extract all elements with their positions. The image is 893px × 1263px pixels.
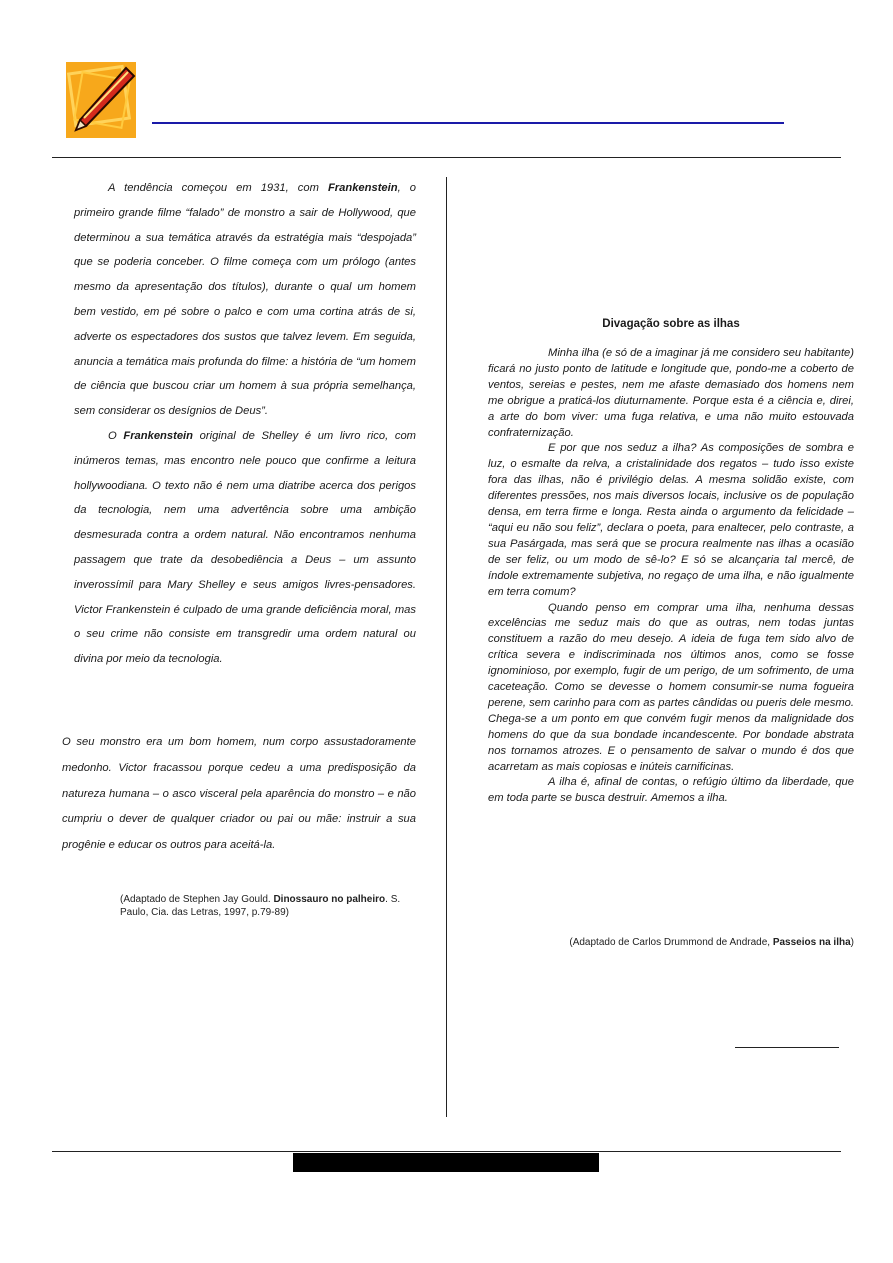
right-column-text bbox=[488, 346, 854, 807]
left-citation-b: . S. Paulo, Cia. das Letras, 1997, p.79-89) bbox=[120, 894, 401, 918]
column-divider bbox=[446, 177, 447, 1117]
right-citation-a: (Adaptado de Carlos Drummond de Andrade, bbox=[569, 937, 773, 948]
left-citation-a: (Adaptado de Stephen Jay Gould. bbox=[120, 894, 274, 905]
left-p2-text-a: O bbox=[108, 429, 124, 442]
signature-line bbox=[735, 1047, 839, 1048]
left-p2-text-b: original de Shelley é um livro rico, com inúmeros temas, mas encontro nele pouco que confirme a leitura hollywoodiana. O texto não é nem uma diatribe acerca dos perigos da tecnologia, nem uma advertência sobre uma ambição desmesurada contra a ordem natural. Não encontramos nenhuma passagem que trate da desobediência a Deus – um assunto inverossímil para Mary Shelley e seus amigos livres-pensadores. Victor Frankenstein é culpado de uma grande deficiência moral, mas o seu crime não consiste em transgredir uma ordem natural ou divina por meio da tecnologia. bbox=[74, 429, 416, 666]
right-citation-bold: Passeios na ilha bbox=[772, 937, 851, 948]
pencil-logo-icon bbox=[64, 60, 138, 140]
left-column-text bbox=[74, 176, 416, 672]
right-citation-b: ) bbox=[850, 937, 854, 948]
footer-bar bbox=[293, 1153, 599, 1172]
left-paragraph-3: O seu monstro era um bom homem, num corpo assustadoramente medonho. Victor fracassou porque cedeu a uma predisposição da natureza humana – o asco visceral pela aparência do monstro – e não cumpriu o dever de qualquer criador ou pai ou mãe: instruir a sua progênie e educar os outros para aceitá-la. bbox=[62, 736, 416, 852]
left-p2-bold: Frankenstein bbox=[123, 429, 193, 442]
left-p1-bold: Frankenstein bbox=[327, 182, 398, 194]
header-blue-line bbox=[152, 122, 784, 124]
right-paragraph-4: A ilha é, afinal de contas, o refúgio último da liberdade, que em toda parte se busca destruir. Amemos a ilha. bbox=[488, 776, 854, 805]
right-citation bbox=[450, 936, 854, 949]
right-title: Divagação sobre as ilhas bbox=[602, 318, 740, 330]
left-paragraph-2 bbox=[74, 424, 416, 672]
left-citation-bold: Dinossauro no palheiro bbox=[273, 894, 386, 905]
left-p1-text-b: , o primeiro grande filme “falado” de monstro a sair de Hollywood, que determinou a sua temática através da estratégia mais “despojada” que se poderia conceber. O filme começa com um prólogo (antes mesmo da apresentação dos títulos), durante o qual um homem bem vestido, em pé sobre o palco e com uma cortina atrás de si, adverte os espectadores dos sustos que talvez levem. Em seguida, anuncia a temática mais profunda do filme: a história de “um homem de ciência que buscou criar um homem à sua própria semelhança, sem considerar os desígnios de Deus”. bbox=[74, 182, 416, 418]
left-column-text-2 bbox=[62, 730, 416, 859]
right-paragraph-3: Quando penso em comprar uma ilha, nenhuma dessas excelências me seduz mais do que as outras, nem todas juntas constituem a razão do meu desejo. A ideia de fuga tem sido alvo de crítica severa e indiscriminada nos últimos anos, como se fosse ignominioso, por exemplo, fugir de um perigo, de um sofrimento, de uma caceteação. Como se devesse o homem consumir-se numa fogueira perene, sem carinho para com as partes cândidas ou pueris dele mesmo. Chega-se a um ponto em que convém fugir menos da malignidade dos homens do que da sua bondade incandescente. Por bondade abstrata nos tornamos atrozes. E o pensamento de salvar o mundo é dos que acarretam as mais copiosas e inúteis carnificinas. bbox=[488, 601, 854, 773]
footer-rule bbox=[52, 1151, 841, 1152]
left-citation bbox=[120, 893, 420, 919]
header-rule bbox=[52, 157, 841, 158]
left-p1-text-a: A tendência começou em 1931, com bbox=[108, 182, 328, 194]
left-paragraph-1 bbox=[74, 176, 416, 424]
right-paragraph-2: E por que nos seduz a ilha? As composições de sombra e luz, o esmalte da relva, a cristalinidade dos regatos – tudo isso existe fora das ilhas, não é privilégio delas. A mesma solidão existe, com diferentes pressões, nos mais diversos locais, inclusive os de população densa, em terra firme e longa. Resta ainda o argumento da felicidade – “aqui eu não sou feliz”, declara o poeta, para enaltecer, pelo contraste, a sua Pasárgada, mas será que se procura realmente nas ilhas a ocasião de ser feliz, ou um modo de sê-lo? E só se alcançaria tal mercê, de índole extremamente subjetiva, no regaço de uma ilha, e não igualmente em terra comum? bbox=[488, 442, 854, 598]
right-paragraph-1: Minha ilha (e só de a imaginar já me considero seu habitante) ficará no justo ponto de latitude e longitude que, pondo-me a coberto de ventos, sereias e pestes, nem me afaste demasiado dos homens nem me obrigue a praticá-los diuturnamente. Porque esta é a ciência e, direi, a arte do bom viver: uma fuga relativa, e uma não muito estouvada confraternização. bbox=[488, 347, 854, 439]
